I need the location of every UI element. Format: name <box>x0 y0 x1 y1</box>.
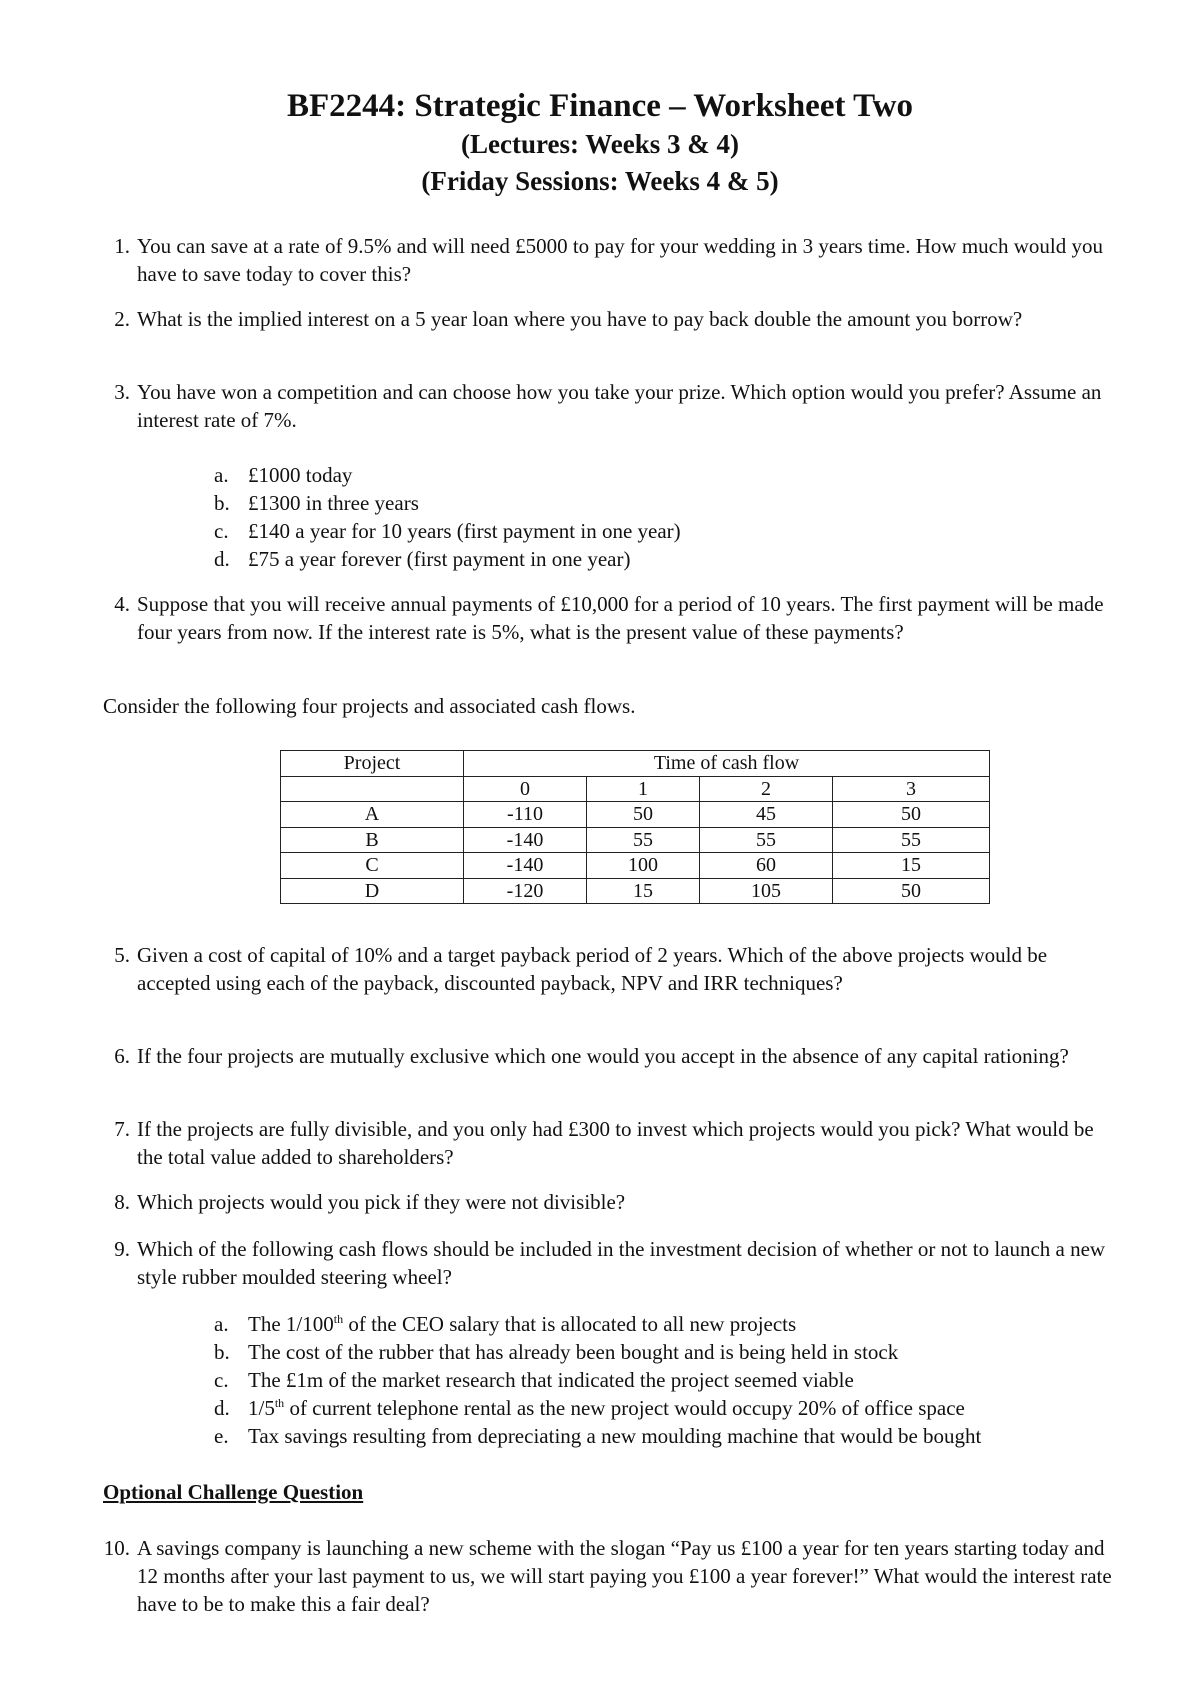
list-item <box>214 1310 1128 1338</box>
table-cell: 45 <box>700 802 833 828</box>
question-text: You can save at a rate of 9.5% and will need £5000 to pay for your wedding in 3 years time. How much would you have to save today to cover this? <box>137 234 1103 286</box>
option-text: £1000 today <box>248 463 353 487</box>
table-cell: -110 <box>464 802 587 828</box>
table-cell: -140 <box>464 853 587 879</box>
question-7 <box>114 1115 1112 1171</box>
question-number: 5. <box>114 943 130 967</box>
time-header: Time of cash flow <box>464 751 990 777</box>
table-cell: 50 <box>833 802 990 828</box>
list-item <box>214 489 1128 517</box>
table-cell: 3 <box>833 776 990 802</box>
question-text: Which projects would you pick if they were not divisible? <box>137 1190 626 1214</box>
table-header-row <box>281 751 990 777</box>
option-label: b. <box>214 491 230 515</box>
table-cell: B <box>281 827 464 853</box>
table-cell <box>281 776 464 802</box>
question-text: A savings company is launching a new scheme with the slogan “Pay us £100 a year for ten years starting today and 12 months after your last payment to us, we will start paying you £100 a year forever!” What would the interest rate have to be to make this a fair deal? <box>137 1536 1112 1616</box>
table-cell: 55 <box>833 827 990 853</box>
question-3 <box>114 378 1112 434</box>
option-text: The £1m of the market research that indicated the project seemed viable <box>248 1368 854 1392</box>
list-item <box>214 1366 1128 1394</box>
superscript: th <box>333 1312 344 1326</box>
table-cell: -140 <box>464 827 587 853</box>
table-cell: 2 <box>700 776 833 802</box>
question-number: 8. <box>114 1190 130 1214</box>
table-cell: 105 <box>700 878 833 904</box>
page-title: BF2244: Strategic Finance – Worksheet Two <box>286 88 914 124</box>
question-5 <box>114 941 1112 997</box>
question-number: 1. <box>114 234 130 258</box>
table-row <box>281 878 990 904</box>
question-1 <box>114 232 1112 288</box>
option-text-end: of the CEO salary that is allocated to all new projects <box>343 1312 797 1336</box>
superscript: th <box>274 1396 285 1410</box>
worksheet-header <box>0 86 1200 200</box>
table-cell: 50 <box>587 802 700 828</box>
option-text-start: 1/5 <box>248 1396 275 1420</box>
question-10 <box>103 1534 1112 1618</box>
sessions-subtitle: (Friday Sessions: Weeks 4 & 5) <box>421 166 779 196</box>
question-number: 7. <box>114 1117 130 1141</box>
table-cell: 50 <box>833 878 990 904</box>
table-row <box>281 827 990 853</box>
question-number: 3. <box>114 380 130 404</box>
question-2 <box>114 305 1112 333</box>
table-cell: 100 <box>587 853 700 879</box>
option-text: The cost of the rubber that has already been bought and is being held in stock <box>248 1340 899 1364</box>
question-text: What is the implied interest on a 5 year loan where you have to pay back double the amount you borrow? <box>137 307 1023 331</box>
question-8 <box>114 1188 1112 1216</box>
question-number: 4. <box>114 592 130 616</box>
question-text: Which of the following cash flows should be included in the investment decision of whether or not to launch a new style rubber moulded steering wheel? <box>137 1237 1106 1289</box>
list-item <box>214 1394 1128 1422</box>
table-cell: 60 <box>700 853 833 879</box>
table-cell: 15 <box>833 853 990 879</box>
q3-options <box>214 461 1128 573</box>
option-label: c. <box>214 519 229 543</box>
table-cell: 55 <box>700 827 833 853</box>
cash-flow-table <box>280 750 990 904</box>
question-6 <box>114 1042 1112 1070</box>
option-text-end: of current telephone rental as the new project would occupy 20% of office space <box>284 1396 965 1420</box>
table-cell: D <box>281 878 464 904</box>
option-text: £140 a year for 10 years (first payment in one year) <box>248 519 681 543</box>
table-cell: 55 <box>587 827 700 853</box>
table-cell: 1 <box>587 776 700 802</box>
table-intro: Consider the following four projects and associated cash flows. <box>103 694 636 718</box>
question-text: If the four projects are mutually exclusive which one would you accept in the absence of any capital rationing? <box>137 1044 1069 1068</box>
question-text: If the projects are fully divisible, and you only had £300 to invest which projects would you pick? What would be the total value added to shareholders? <box>137 1117 1094 1169</box>
table-cell: 0 <box>464 776 587 802</box>
question-4 <box>114 590 1112 646</box>
project-header: Project <box>281 751 464 777</box>
time-columns-row <box>281 776 990 802</box>
option-label: e. <box>214 1424 229 1448</box>
option-label: a. <box>214 1312 229 1336</box>
question-number: 10. <box>103 1536 130 1560</box>
option-label: c. <box>214 1368 229 1392</box>
table-cell: -120 <box>464 878 587 904</box>
question-number: 2. <box>114 307 130 331</box>
list-item <box>214 1338 1128 1366</box>
table-row <box>281 802 990 828</box>
option-label: b. <box>214 1340 230 1364</box>
option-text: £1300 in three years <box>248 491 419 515</box>
list-item <box>214 461 1128 489</box>
option-label: d. <box>214 1396 230 1420</box>
table-cell: 15 <box>587 878 700 904</box>
option-label: a. <box>214 463 229 487</box>
option-label: d. <box>214 547 230 571</box>
q9-options <box>214 1310 1128 1450</box>
question-number: 9. <box>114 1237 130 1261</box>
table-cell: A <box>281 802 464 828</box>
question-number: 6. <box>114 1044 130 1068</box>
option-text-start: The 1/100 <box>248 1312 334 1336</box>
question-9 <box>114 1235 1112 1291</box>
table-row <box>281 853 990 879</box>
option-text: £75 a year forever (first payment in one year) <box>248 547 631 571</box>
question-text: Given a cost of capital of 10% and a target payback period of 2 years. Which of the above projects would be accepted using each of the payback, discounted payback, NPV and IRR techniques? <box>137 943 1048 995</box>
table-cell: C <box>281 853 464 879</box>
list-item <box>214 517 1128 545</box>
challenge-heading: Optional Challenge Question <box>103 1480 364 1504</box>
option-text: Tax savings resulting from depreciating a new moulding machine that would be bought <box>248 1424 982 1448</box>
question-text: Suppose that you will receive annual payments of £10,000 for a period of 10 years. The first payment will be made four years from now. If the interest rate is 5%, what is the present value of these payments? <box>137 592 1104 644</box>
list-item <box>214 545 1128 573</box>
question-text: You have won a competition and can choose how you take your prize. Which option would you prefer? Assume an interest rate of 7%. <box>137 380 1102 432</box>
lectures-subtitle: (Lectures: Weeks 3 & 4) <box>461 129 739 159</box>
list-item <box>214 1422 1128 1450</box>
